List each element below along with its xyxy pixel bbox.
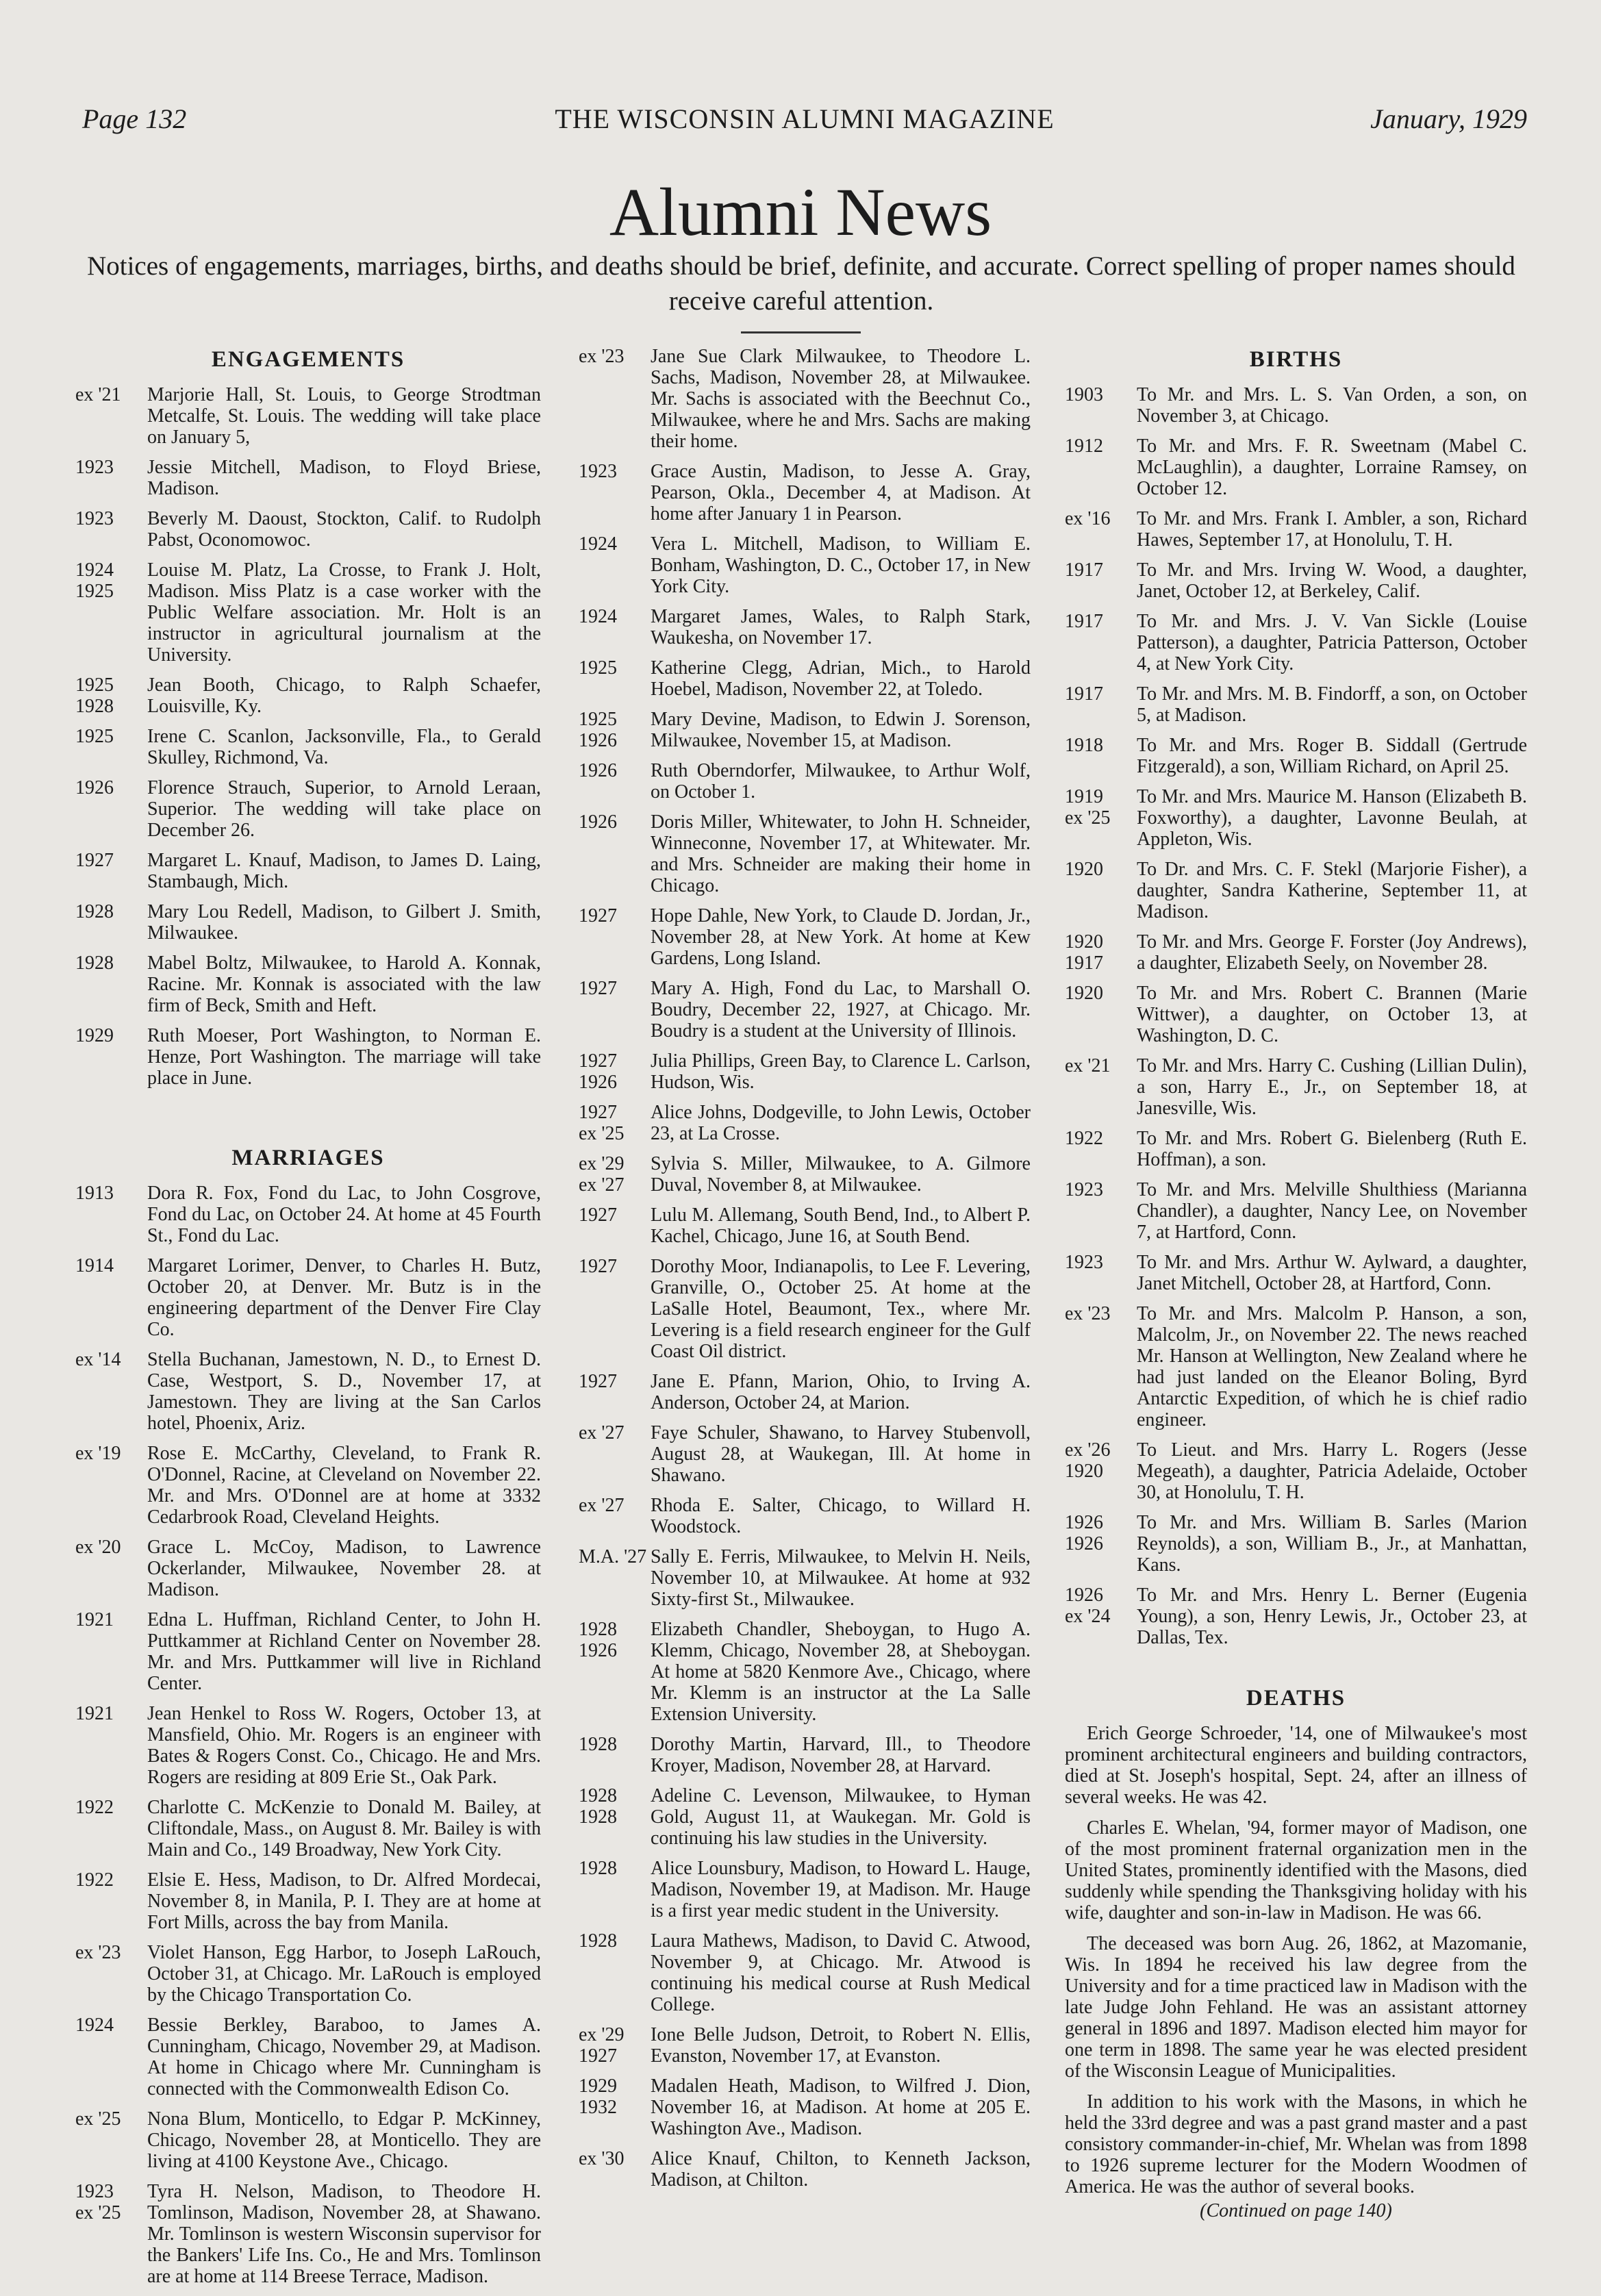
notice-entry bbox=[579, 346, 1031, 452]
class-year: 1929 1932 bbox=[579, 2076, 617, 2118]
notice-text: Charlotte C. McKenzie to Donald M. Bailey, at Cliftondale, Mass., on August 8. Mr. Bailey is with Main and Co., 149 Broadway, New York City. bbox=[147, 1797, 541, 1860]
notice-text: Violet Hanson, Egg Harbor, to Joseph LaRouch, October 31, at Chicago. Mr. LaRouch is employed by the Chicago Transportation Co. bbox=[147, 1942, 541, 2006]
marriages-heading: MARRIAGES bbox=[231, 1146, 385, 1170]
notice-entry bbox=[1065, 384, 1527, 427]
continued-note: (Continued on page 140) bbox=[1200, 2200, 1392, 2221]
class-year: ex '29 ex '27 bbox=[579, 1153, 625, 1196]
class-year: 1928 bbox=[579, 1930, 617, 1952]
issue-date: January, 1929 bbox=[1370, 103, 1527, 134]
class-year: 1925 bbox=[75, 726, 114, 747]
notice-text: To Mr. and Mrs. Robert G. Bielenberg (Ruth E. Hoffman), a son. bbox=[1137, 1128, 1527, 1170]
class-year: ex '16 bbox=[1065, 508, 1111, 529]
notice-entry bbox=[75, 384, 541, 448]
notice-text: Mary Devine, Madison, to Edwin J. Sorenson, Milwaukee, November 15, at Madison. bbox=[651, 709, 1031, 751]
notice-text: Vera L. Mitchell, Madison, to William E. Bonham, Washington, D. C., October 17, in New York City. bbox=[651, 533, 1031, 597]
notice-entry bbox=[1065, 1439, 1527, 1503]
class-year: 1917 bbox=[1065, 683, 1103, 705]
notice-entry bbox=[75, 1183, 541, 1246]
notice-entry bbox=[579, 1102, 1031, 1144]
class-year: 1903 bbox=[1065, 384, 1103, 405]
notice-entry bbox=[579, 1050, 1031, 1093]
class-year: 1923 bbox=[1065, 1252, 1103, 1273]
class-year: 1923 ex '25 bbox=[75, 2181, 121, 2223]
marriages-list bbox=[75, 1183, 541, 2287]
class-year: 1922 bbox=[75, 1797, 114, 1818]
notice-text: Dorothy Moor, Indianapolis, to Lee F. Levering, Granville, O., October 25. At home at the LaSalle Hotel, Beaumont, Tex., where Mr. Levering is a field research engineer for the Gulf Coast Oil district. bbox=[651, 1256, 1031, 1362]
notice-entry bbox=[75, 850, 541, 892]
notice-text: Mary Lou Redell, Madison, to Gilbert J. Smith, Milwaukee. bbox=[147, 901, 541, 944]
notice-entry bbox=[75, 1797, 541, 1860]
class-year: 1926 bbox=[579, 811, 617, 833]
notice-text: To Dr. and Mrs. C. F. Stekl (Marjorie Fisher), a daughter, Sandra Katherine, September 11, at Madison. bbox=[1137, 859, 1527, 922]
notice-text: Elizabeth Chandler, Sheboygan, to Hugo A. Klemm, Chicago, November 28, at Sheboygan. At home at 5820 Kenmore Ave., Chicago, where Mr. Klemm is an instructor at the La Salle Extension University. bbox=[651, 1619, 1031, 1725]
notice-entry bbox=[1065, 786, 1527, 850]
notice-entry bbox=[579, 709, 1031, 751]
notice-entry bbox=[1065, 436, 1527, 499]
notice-entry bbox=[1065, 859, 1527, 922]
births-list bbox=[1065, 384, 1527, 1648]
notice-entry bbox=[579, 1930, 1031, 2015]
class-year: ex '27 bbox=[579, 1422, 625, 1443]
notice-text: Margaret L. Knauf, Madison, to James D. Laing, Stambaugh, Mich. bbox=[147, 850, 541, 892]
notice-entry bbox=[1065, 1585, 1527, 1648]
notice-text: Edna L. Huffman, Richland Center, to John H. Puttkammer at Richland Center on November 28. Mr. and Mrs. Puttkammer will live in Richland Center. bbox=[147, 1609, 541, 1694]
class-year: 1921 bbox=[75, 1703, 114, 1724]
notice-entry bbox=[75, 1025, 541, 1089]
notice-text: Rhoda E. Salter, Chicago, to Willard H. Woodstock. bbox=[651, 1495, 1031, 1537]
notice-entry bbox=[75, 1255, 541, 1340]
class-year: ex '14 bbox=[75, 1349, 121, 1370]
notice-entry bbox=[75, 2181, 541, 2287]
class-year: 1927 bbox=[579, 905, 617, 926]
class-year: 1928 1928 bbox=[579, 1785, 617, 1828]
notice-text: To Mr. and Mrs. Robert C. Brannen (Marie Wittwer), a daughter, on October 13, at Washington, D. C. bbox=[1137, 983, 1527, 1046]
notice-entry bbox=[75, 1537, 541, 1600]
notice-entry bbox=[75, 726, 541, 768]
page-number: Page 132 bbox=[82, 103, 187, 134]
notice-text: To Mr. and Mrs. M. B. Findorff, a son, on October 5, at Madison. bbox=[1137, 683, 1527, 726]
class-year: 1926 bbox=[75, 777, 114, 798]
class-year: 1912 bbox=[1065, 436, 1103, 457]
running-head bbox=[82, 103, 1527, 144]
class-year: 1923 bbox=[75, 457, 114, 478]
deaths-heading: DEATHS bbox=[1246, 1686, 1346, 1711]
class-year: 1919 ex '25 bbox=[1065, 786, 1111, 829]
notice-text: To Mr. and Mrs. F. R. Sweetnam (Mabel C. McLaughlin), a daughter, Lorraine Ramsey, on October 12. bbox=[1137, 436, 1527, 499]
notice-text: Lulu M. Allemang, South Bend, Ind., to Albert P. Kachel, Chicago, June 16, at South Bend. bbox=[651, 1204, 1031, 1247]
notice-text: Faye Schuler, Shawano, to Harvey Stubenvoll, August 28, at Waukegan, Ill. At home in Shawano. bbox=[651, 1422, 1031, 1486]
notice-entry bbox=[75, 1869, 541, 1933]
class-year: 1913 bbox=[75, 1183, 114, 1204]
class-year: 1927 bbox=[579, 1256, 617, 1277]
notice-text: To Mr. and Mrs. Harry C. Cushing (Lillian Dulin), a son, Harry E., Jr., on September 18, at Janesville, Wis. bbox=[1137, 1055, 1527, 1119]
class-year: 1923 bbox=[1065, 1179, 1103, 1200]
notice-text: Alice Lounsbury, Madison, to Howard L. Hauge, Madison, November 19, at Madison. Mr. Hauge is a first year medic student in the University. bbox=[651, 1858, 1031, 1921]
column-right bbox=[1065, 346, 1527, 2221]
births-heading: BIRTHS bbox=[1249, 347, 1343, 372]
class-year: ex '23 bbox=[1065, 1303, 1111, 1324]
notice-entry bbox=[1065, 1252, 1527, 1294]
obituary-paragraph: Erich George Schroeder, '14, one of Milwaukee's most prominent architectural engineers and building contractors, died at St. Joseph's hospital, Sept. 24, after an illness of several weeks. He was 42. bbox=[1065, 1723, 1527, 1808]
notice-text: To Mr. and Mrs. George F. Forster (Joy Andrews), a daughter, Elizabeth Seely, on November 28. bbox=[1137, 931, 1527, 974]
notice-text: To Mr. and Mrs. Arthur W. Aylward, a daughter, Janet Mitchell, October 28, at Hartford, Conn. bbox=[1137, 1252, 1527, 1294]
class-year: ex '20 bbox=[75, 1537, 121, 1558]
notice-text: Bessie Berkley, Baraboo, to James A. Cunningham, Chicago, November 29, at Madison. At home in Chicago where Mr. Cunningham is connected with the Commonwealth Edison Co. bbox=[147, 2015, 541, 2099]
notice-text: To Mr. and Mrs. Maurice M. Hanson (Elizabeth B. Foxworthy), a daughter, Lavonne Beulah, at Appleton, Wis. bbox=[1137, 786, 1527, 850]
notice-entry bbox=[579, 1619, 1031, 1725]
class-year: ex '25 bbox=[75, 2108, 121, 2130]
class-year: 1929 bbox=[75, 1025, 114, 1046]
notice-entry bbox=[75, 457, 541, 499]
class-year: 1926 1926 bbox=[1065, 1512, 1103, 1554]
notice-entry bbox=[579, 1734, 1031, 1776]
notice-entry bbox=[1065, 508, 1527, 551]
notice-entry bbox=[579, 760, 1031, 803]
notice-text: Stella Buchanan, Jamestown, N. D., to Ernest D. Case, Westport, S. D., November 17, at Jamestown. They are living at the San Carlos hotel, Phoenix, Ariz. bbox=[147, 1349, 541, 1434]
notice-text: Alice Johns, Dodgeville, to John Lewis, October 23, at La Crosse. bbox=[651, 1102, 1031, 1144]
class-year: ex '23 bbox=[579, 346, 625, 367]
class-year: 1928 bbox=[75, 901, 114, 922]
engagements-heading: ENGAGEMENTS bbox=[211, 347, 405, 372]
notice-entry bbox=[1065, 611, 1527, 674]
notice-entry bbox=[579, 811, 1031, 896]
notice-entry bbox=[579, 2148, 1031, 2191]
class-year: 1927 1926 bbox=[579, 1050, 617, 1093]
notice-text: Jessie Mitchell, Madison, to Floyd Briese, Madison. bbox=[147, 457, 541, 499]
class-year: 1924 bbox=[579, 533, 617, 555]
notice-text: Margaret James, Wales, to Ralph Stark, Waukesha, on November 17. bbox=[651, 606, 1031, 648]
notice-entry bbox=[1065, 1303, 1527, 1430]
class-year: 1917 bbox=[1065, 559, 1103, 581]
notice-text: Grace Austin, Madison, to Jesse A. Gray, Pearson, Okla., December 4, at Madison. At home after January 1 in Pearson. bbox=[651, 461, 1031, 525]
notice-text: Margaret Lorimer, Denver, to Charles H. Butz, October 20, at Denver. Mr. Butz is in the engineering department of the Denver Fire Clay Co. bbox=[147, 1255, 541, 1340]
notice-entry bbox=[75, 559, 541, 666]
class-year: 1925 1928 bbox=[75, 674, 114, 717]
notice-entry bbox=[579, 2076, 1031, 2139]
notice-text: Jane Sue Clark Milwaukee, to Theodore L. Sachs, Madison, November 28, at Milwaukee. Mr. Sachs is associated with the Beechnut Co., Milwaukee, where he and Mrs. Sachs are making their home. bbox=[651, 346, 1031, 452]
class-year: 1928 bbox=[75, 953, 114, 974]
notice-entry bbox=[1065, 559, 1527, 602]
class-year: ex '29 1927 bbox=[579, 2024, 625, 2067]
notice-entry bbox=[579, 1371, 1031, 1413]
notice-entry bbox=[1065, 1179, 1527, 1243]
notice-entry bbox=[579, 533, 1031, 597]
notice-entry bbox=[1065, 983, 1527, 1046]
class-year: 1927 bbox=[579, 978, 617, 999]
class-year: ex '19 bbox=[75, 1443, 121, 1464]
class-year: 1920 bbox=[1065, 859, 1103, 880]
obituary-paragraph: Charles E. Whelan, '94, former mayor of Madison, one of the most prominent fraternal organization men in the United States, prominently identified with the Masons, died suddenly while spending the Thanksgiving holiday with his wife, daughter and son-in-law in Madison. He was 66. bbox=[1065, 1817, 1527, 1923]
title-divider bbox=[741, 331, 861, 333]
class-year: 1926 bbox=[579, 760, 617, 781]
notice-text: Dora R. Fox, Fond du Lac, to John Cosgrove, Fond du Lac, on October 24. At home at 45 Fourth St., Fond du Lac. bbox=[147, 1183, 541, 1246]
notice-entry bbox=[75, 953, 541, 1016]
notice-text: Ione Belle Judson, Detroit, to Robert N. Ellis, Evanston, November 17, at Evanston. bbox=[651, 2024, 1031, 2067]
class-year: 1922 bbox=[1065, 1128, 1103, 1149]
class-year: 1928 bbox=[579, 1858, 617, 1879]
marriages-list-continued bbox=[579, 346, 1031, 2191]
class-year: 1927 bbox=[579, 1371, 617, 1392]
class-year: ex '26 1920 bbox=[1065, 1439, 1111, 1482]
notice-text: Nona Blum, Monticello, to Edgar P. McKinney, Chicago, November 28, at Monticello. They are living at 4100 Keystone Ave., Chicago. bbox=[147, 2108, 541, 2172]
notice-text: Tyra H. Nelson, Madison, to Theodore H. Tomlinson, Madison, November 28, at Shawano. Mr. Tomlinson is western Wisconsin supervisor for the Bankers' Life Ins. Co., He and Mrs. Tomlinson are at home at 114 Breese Terrace, Madison. bbox=[147, 2181, 541, 2287]
notice-text: Hope Dahle, New York, to Claude D. Jordan, Jr., November 28, at New York. At home at Kew Gardens, Long Island. bbox=[651, 905, 1031, 969]
class-year: 1926 ex '24 bbox=[1065, 1585, 1111, 1627]
notice-entry bbox=[579, 978, 1031, 1042]
notice-text: To Mr. and Mrs. J. V. Van Sickle (Louise Patterson), a daughter, Patricia Patterson, October 4, at New York City. bbox=[1137, 611, 1527, 674]
notice-text: Adeline C. Levenson, Milwaukee, to Hyman Gold, August 11, at Waukegan. Mr. Gold is continuing his law studies in the University. bbox=[651, 1785, 1031, 1849]
notice-entry bbox=[579, 1153, 1031, 1196]
class-year: ex '21 bbox=[75, 384, 121, 405]
class-year: 1923 bbox=[579, 461, 617, 482]
class-year: 1924 bbox=[579, 606, 617, 627]
notice-text: Madalen Heath, Madison, to Wilfred J. Dion, November 16, at Madison. At home at 205 E. Washington Ave., Madison. bbox=[651, 2076, 1031, 2139]
notice-text: Elsie E. Hess, Madison, to Dr. Alfred Mordecai, November 8, in Manila, P. I. They are at home at Fort Mills, across the bay from Manila. bbox=[147, 1869, 541, 1933]
notice-text: To Mr. and Mrs. Irving W. Wood, a daughter, Janet, October 12, at Berkeley, Calif. bbox=[1137, 559, 1527, 602]
notice-entry bbox=[579, 1256, 1031, 1362]
notice-text: Rose E. McCarthy, Cleveland, to Frank R. O'Donnel, Racine, at Cleveland on November 22. Mr. and Mrs. O'Donnel are at home at 3332 Cedarbrook Road, Cleveland Heights. bbox=[147, 1443, 541, 1528]
notice-entry bbox=[579, 1546, 1031, 1610]
notice-text: Marjorie Hall, St. Louis, to George Strodtman Metcalfe, St. Louis. The wedding will take place on January 5, bbox=[147, 384, 541, 448]
class-year: ex '23 bbox=[75, 1942, 121, 1963]
class-year: 1914 bbox=[75, 1255, 114, 1276]
notice-text: Ruth Oberndorfer, Milwaukee, to Arthur Wolf, on October 1. bbox=[651, 760, 1031, 803]
notice-text: Sylvia S. Miller, Milwaukee, to A. Gilmore Duval, November 8, at Milwaukee. bbox=[651, 1153, 1031, 1196]
obituary-paragraph: In addition to his work with the Masons, in which he held the 33rd degree and was a past grand master and a past consistory commander-in-chief, Mr. Whelan was from 1898 to 1926 supreme lecturer for the Modern Woodmen of America. He was the author of several books. bbox=[1065, 2091, 1527, 2197]
notice-entry bbox=[1065, 1512, 1527, 1576]
class-year: 1925 1926 bbox=[579, 709, 617, 751]
notice-text: Laura Mathews, Madison, to David C. Atwood, November 9, at Chicago. Mr. Atwood is continuing his medical course at Rush Medical College. bbox=[651, 1930, 1031, 2015]
notice-entry bbox=[579, 1495, 1031, 1537]
class-year: 1928 1926 bbox=[579, 1619, 617, 1661]
notice-text: To Mr. and Mrs. L. S. Van Orden, a son, on November 3, at Chicago. bbox=[1137, 384, 1527, 427]
notice-entry bbox=[579, 461, 1031, 525]
notice-text: To Mr. and Mrs. Henry L. Berner (Eugenia Young), a son, Henry Lewis, Jr., October 23, at Dallas, Tex. bbox=[1137, 1585, 1527, 1648]
class-year: 1918 bbox=[1065, 735, 1103, 756]
notice-text: Katherine Clegg, Adrian, Mich., to Harold Hoebel, Madison, November 22, at Toledo. bbox=[651, 657, 1031, 700]
notice-entry bbox=[75, 1609, 541, 1694]
class-year: 1922 bbox=[75, 1869, 114, 1891]
engagements-list bbox=[75, 384, 541, 1089]
class-year: 1924 1925 bbox=[75, 559, 114, 602]
notice-text: To Mr. and Mrs. William B. Sarles (Marion Reynolds), a son, William B., Jr., at Manhattan, Kans. bbox=[1137, 1512, 1527, 1576]
notice-text: Sally E. Ferris, Milwaukee, to Melvin H. Neils, November 10, at Milwaukee. At home at 932 Sixty-first St., Milwaukee. bbox=[651, 1546, 1031, 1610]
notice-text: Jane E. Pfann, Marion, Ohio, to Irving A. Anderson, October 24, at Marion. bbox=[651, 1371, 1031, 1413]
notice-entry bbox=[1065, 683, 1527, 726]
column-left bbox=[75, 346, 541, 2296]
class-year: ex '21 bbox=[1065, 1055, 1111, 1076]
class-year: 1927 bbox=[579, 1204, 617, 1226]
notice-text: Jean Booth, Chicago, to Ralph Schaefer, Louisville, Ky. bbox=[147, 674, 541, 717]
notice-entry bbox=[75, 901, 541, 944]
notice-text: Mabel Boltz, Milwaukee, to Harold A. Konnak, Racine. Mr. Konnak is associated with the law firm of Beck, Smith and Heft. bbox=[147, 953, 541, 1016]
class-year: 1927 bbox=[75, 850, 114, 871]
class-year: 1923 bbox=[75, 508, 114, 529]
notice-text: Ruth Moeser, Port Washington, to Norman E. Henze, Port Washington. The marriage will take place in June. bbox=[147, 1025, 541, 1089]
notice-text: Alice Knauf, Chilton, to Kenneth Jackson, Madison, at Chilton. bbox=[651, 2148, 1031, 2191]
class-year: 1920 1917 bbox=[1065, 931, 1103, 974]
notice-entry bbox=[579, 905, 1031, 969]
notice-text: Dorothy Martin, Harvard, Ill., to Theodore Kroyer, Madison, November 28, at Harvard. bbox=[651, 1734, 1031, 1776]
class-year: 1920 bbox=[1065, 983, 1103, 1004]
notice-entry bbox=[579, 657, 1031, 700]
class-year: ex '27 bbox=[579, 1495, 625, 1516]
notice-text: To Lieut. and Mrs. Harry L. Rogers (Jesse Megeath), a daughter, Patricia Adelaide, October 30, at Honolulu, T. H. bbox=[1137, 1439, 1527, 1503]
notice-entry bbox=[579, 1858, 1031, 1921]
notice-text: Irene C. Scanlon, Jacksonville, Fla., to Gerald Skulley, Richmond, Va. bbox=[147, 726, 541, 768]
notice-entry bbox=[75, 2015, 541, 2099]
notice-text: Doris Miller, Whitewater, to John H. Schneider, Winneconne, November 17, at Whitewater. Mr. and Mrs. Schneider are making their home in Chicago. bbox=[651, 811, 1031, 896]
class-year: 1921 bbox=[75, 1609, 114, 1630]
column-middle bbox=[579, 346, 1031, 2199]
intro-notice: Notices of engagements, marriages, births, and deaths should be brief, definite, and accurate. Correct spelling of proper names should receive careful attention. bbox=[87, 251, 1515, 316]
class-year: 1924 bbox=[75, 2015, 114, 2036]
notice-entry bbox=[75, 508, 541, 551]
notice-text: Julia Phillips, Green Bay, to Clarence L. Carlson, Hudson, Wis. bbox=[651, 1050, 1031, 1093]
class-year: 1927 ex '25 bbox=[579, 1102, 625, 1144]
notice-entry bbox=[579, 1785, 1031, 1849]
notice-text: Florence Strauch, Superior, to Arnold Leraan, Superior. The wedding will take place on December 26. bbox=[147, 777, 541, 841]
page-title: Alumni News bbox=[609, 174, 992, 250]
notice-entry bbox=[75, 1703, 541, 1788]
notice-entry bbox=[75, 1349, 541, 1434]
notice-entry bbox=[579, 1204, 1031, 1247]
notice-entry bbox=[75, 674, 541, 717]
notice-text: To Mr. and Mrs. Frank I. Ambler, a son, Richard Hawes, September 17, at Honolulu, T. H. bbox=[1137, 508, 1527, 551]
notice-entry bbox=[75, 2108, 541, 2172]
obituary-paragraph: The deceased was born Aug. 26, 1862, at Mazomanie, Wis. In 1894 he received his law degree from the University and for a time practiced law in Madison with the late Judge John Fehland. He was an assistant attorney general in 1896 and 1897. Madison elected him mayor for one term in 1898. The same year he was elected president of the Wisconsin League of Municipalities. bbox=[1065, 1933, 1527, 2082]
notice-entry bbox=[579, 2024, 1031, 2067]
notice-text: Grace L. McCoy, Madison, to Lawrence Ockerlander, Milwaukee, November 28. at Madison. bbox=[147, 1537, 541, 1600]
notice-entry bbox=[1065, 1128, 1527, 1170]
deaths-body bbox=[1065, 1723, 1527, 2197]
class-year: 1925 bbox=[579, 657, 617, 679]
notice-text: Beverly M. Daoust, Stockton, Calif. to Rudolph Pabst, Oconomowoc. bbox=[147, 508, 541, 551]
class-year: M.A. '27 bbox=[579, 1546, 647, 1567]
notice-entry bbox=[1065, 1055, 1527, 1119]
notice-entry bbox=[579, 1422, 1031, 1486]
notice-entry bbox=[75, 1443, 541, 1528]
notice-text: Jean Henkel to Ross W. Rogers, October 13, at Mansfield, Ohio. Mr. Rogers is an engineer with Bates & Rogers Const. Co., Chicago. He and Mrs. Rogers are residing at 809 Erie St., Oak Park. bbox=[147, 1703, 541, 1788]
notice-text: To Mr. and Mrs. Roger B. Siddall (Gertrude Fitzgerald), a son, William Richard, on April 25. bbox=[1137, 735, 1527, 777]
notice-entry bbox=[579, 606, 1031, 648]
notice-entry bbox=[75, 1942, 541, 2006]
notice-entry bbox=[1065, 735, 1527, 777]
notice-entry bbox=[75, 777, 541, 841]
notice-text: Louise M. Platz, La Crosse, to Frank J. Holt, Madison. Miss Platz is a case worker with the Public Welfare association. Mr. Holt is an instructor in agricultural journalism at the University. bbox=[147, 559, 541, 666]
notice-text: Mary A. High, Fond du Lac, to Marshall O. Boudry, December 22, 1927, at Chicago. Mr. Boudry is a student at the University of Illinois. bbox=[651, 978, 1031, 1042]
magazine-title: THE WISCONSIN ALUMNI MAGAZINE bbox=[555, 103, 1055, 134]
notice-text: To Mr. and Mrs. Melville Shulthiess (Marianna Chandler), a daughter, Nancy Lee, on November 7, at Hartford, Conn. bbox=[1137, 1179, 1527, 1243]
notice-text: To Mr. and Mrs. Malcolm P. Hanson, a son, Malcolm, Jr., on November 22. The news reached Mr. Hanson at Wellington, New Zealand where he had just landed on the Eleanor Boling, Byrd Antarctic Expedition, of which he is chief radio engineer. bbox=[1137, 1303, 1527, 1430]
class-year: ex '30 bbox=[579, 2148, 625, 2169]
class-year: 1928 bbox=[579, 1734, 617, 1755]
notice-entry bbox=[1065, 931, 1527, 974]
class-year: 1917 bbox=[1065, 611, 1103, 632]
